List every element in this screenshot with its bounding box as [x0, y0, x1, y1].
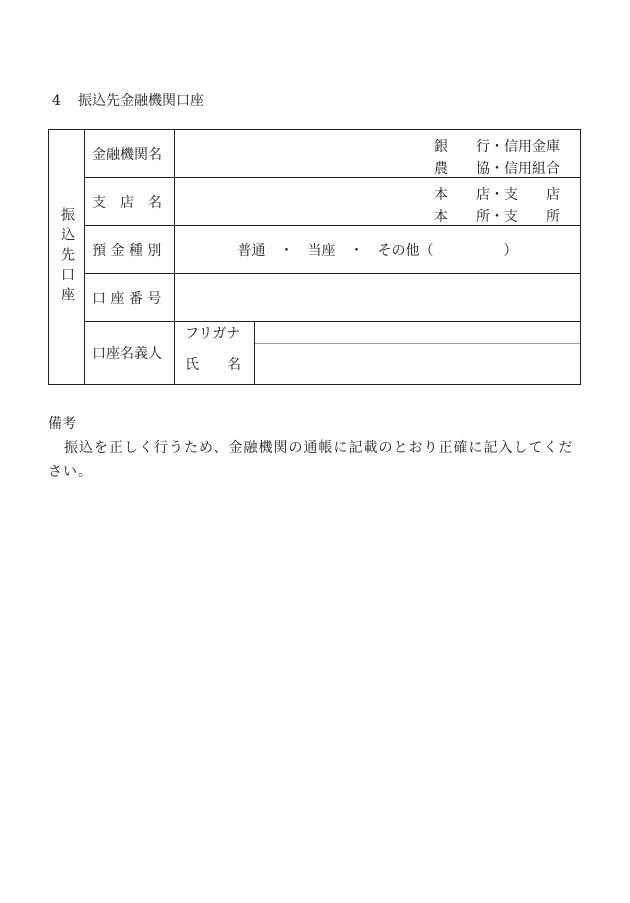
branch-type-line2: 本 所・支 所 — [434, 209, 560, 225]
holder-name-label: 氏 名 — [185, 357, 241, 373]
branch-type-line1: 本 店・支 店 — [434, 187, 560, 203]
furigana-label: フリガナ — [185, 325, 241, 342]
bank-name-field[interactable] — [175, 130, 435, 177]
bank-type-line2: 農 協・信用組合 — [434, 161, 560, 177]
holder-name-field[interactable] — [255, 344, 580, 384]
notes-body: 振込を正しく行うため、金融機関の通帳に記載のとおり正確に記入してください。 — [48, 440, 574, 480]
account-number-label: 口 座 番 号 — [92, 290, 162, 307]
account-holder-label: 口座名義人 — [92, 346, 162, 362]
furigana-field[interactable] — [255, 322, 580, 343]
deposit-type-label: 預 金 種 別 — [92, 242, 162, 259]
bank-name-label: 金融機関名 — [92, 146, 162, 163]
notes-title: 備考 — [48, 416, 76, 432]
branch-name-label: 支 店 名 — [92, 194, 162, 211]
bank-type-line1: 銀 行・信用金庫 — [434, 139, 560, 155]
side-label-text: 振込先口座 — [59, 207, 75, 307]
side-label — [49, 130, 85, 384]
section-heading — [52, 90, 204, 110]
branch-name-field[interactable] — [175, 178, 435, 225]
section-number: 4 — [52, 93, 61, 109]
section-title: 振込先金融機関口座 — [78, 93, 204, 109]
account-number-field[interactable] — [175, 274, 580, 321]
bank-account-form — [48, 129, 581, 385]
deposit-type-options[interactable]: 普通 ・ 当座 ・ その他（ ） — [237, 242, 518, 259]
